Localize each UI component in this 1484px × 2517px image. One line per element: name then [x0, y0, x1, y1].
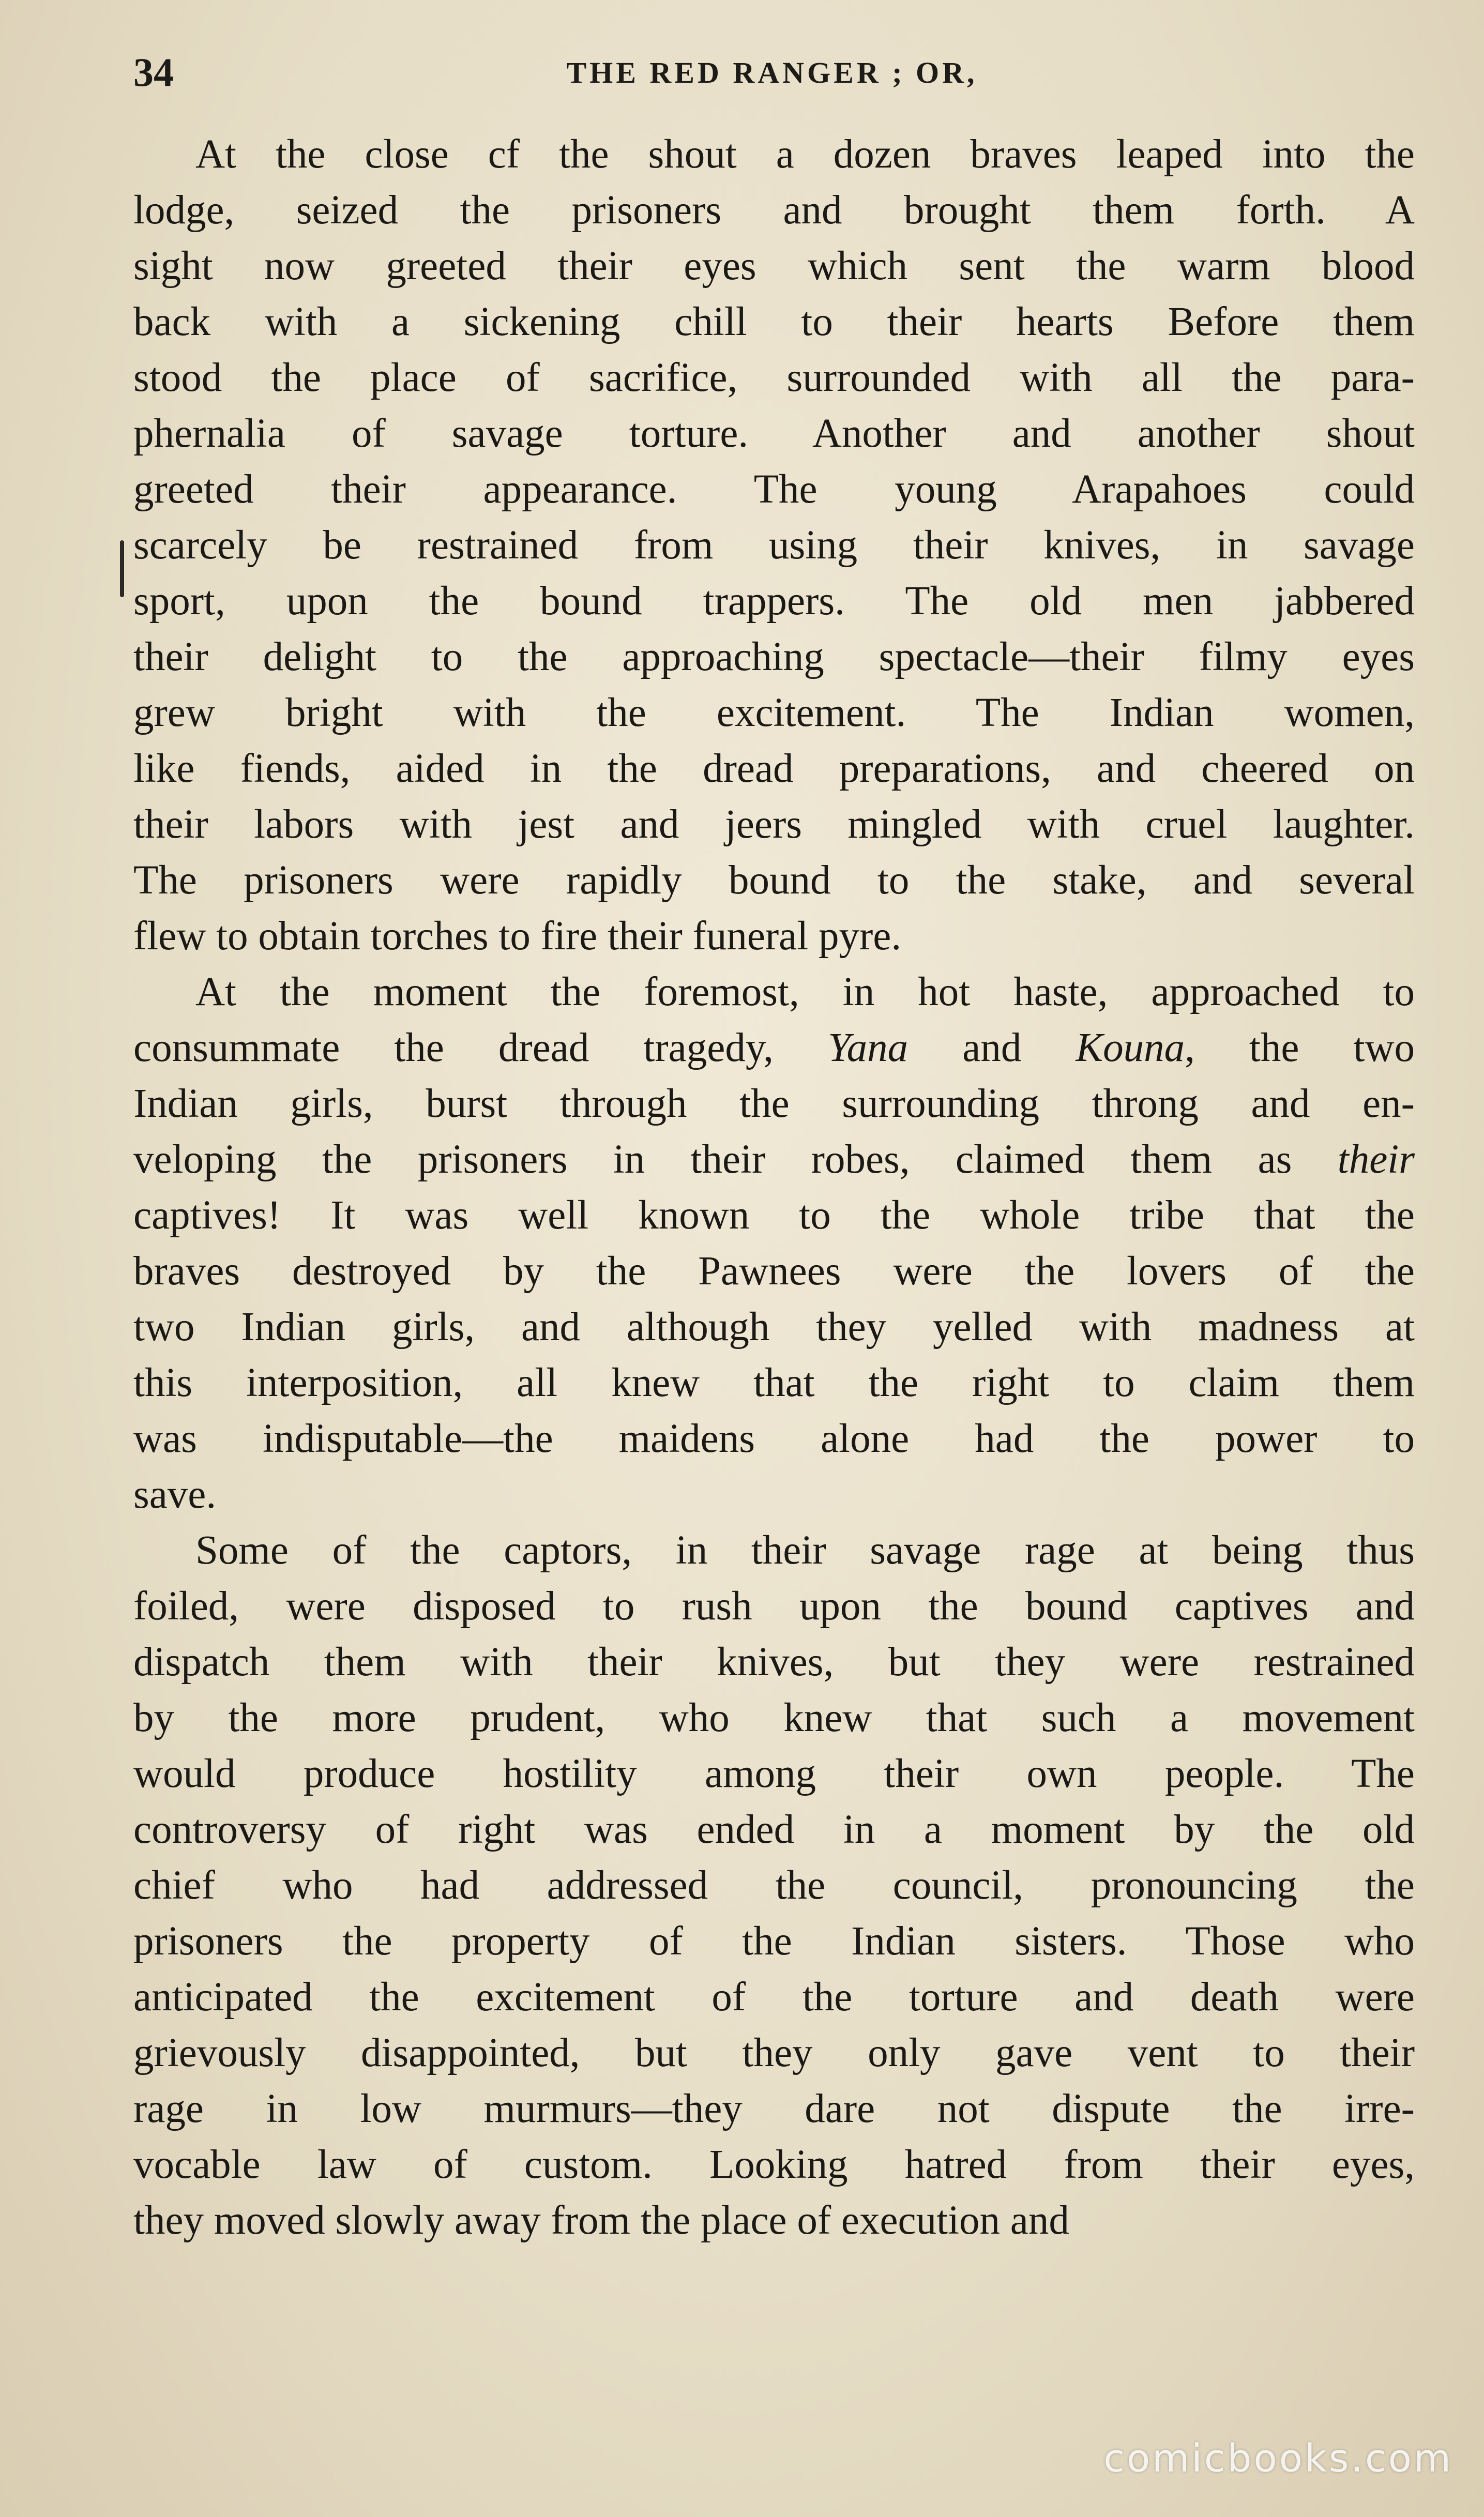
text-line: The prisoners were rapidly bound to the stake, and several	[133, 858, 1415, 903]
text-line: they moved slowly away from the place of execution and	[133, 2198, 1069, 2243]
text-line: save.	[133, 1472, 217, 1517]
paragraph	[133, 127, 1415, 964]
text-line: At the moment the foremost, in hot haste, approached to	[195, 969, 1415, 1014]
text-line: Some of the captors, in their savage rage at being thus	[195, 1528, 1415, 1573]
text-line: sport, upon the bound trappers. The old men jabbered	[133, 579, 1415, 624]
margin-mark	[120, 540, 124, 597]
text-line: stood the place of sacrifice, surrounded with all the para-	[133, 355, 1415, 400]
text-line: veloping the prisoners in their robes, claimed them as their	[133, 1137, 1415, 1182]
text-line: phernalia of savage torture. Another and another shout	[133, 411, 1415, 456]
text-line: foiled, were disposed to rush upon the bound captives and	[133, 1584, 1415, 1629]
text-line: their delight to the approaching spectacle—their filmy eyes	[133, 634, 1415, 679]
text-line: was indisputable—the maidens alone had the power to	[133, 1416, 1415, 1461]
text-line: vocable law of custom. Looking hatred from their eyes,	[133, 2142, 1415, 2187]
text-line: would produce hostility among their own people. The	[133, 1751, 1415, 1796]
text-line: At the close cf the shout a dozen braves leaped into the	[195, 132, 1415, 177]
watermark: comicbooks.com	[1103, 2436, 1453, 2481]
text-line: controversy of right was ended in a moment by the old	[133, 1807, 1415, 1852]
text-line: their labors with jest and jeers mingled with cruel laughter.	[133, 802, 1415, 847]
running-head: THE RED RANGER ; OR,	[566, 56, 978, 89]
body-text	[133, 127, 1415, 2249]
text-line: rage in low murmurs—they dare not dispute the irre-	[133, 2086, 1415, 2131]
text-line: consummate the dread tragedy, Yana and Kouna, the two	[133, 1025, 1415, 1070]
text-line: dispatch them with their knives, but they were restrained	[133, 1640, 1415, 1685]
paragraph	[133, 1523, 1415, 2249]
text-line: grievously disappointed, but they only gave vent to their	[133, 2030, 1415, 2075]
text-line: grew bright with the excitement. The Indian women,	[133, 690, 1415, 735]
text-line: this interposition, all knew that the right to claim them	[133, 1360, 1415, 1405]
text-line: lodge, seized the prisoners and brought them forth. A	[133, 188, 1415, 233]
text-line: prisoners the property of the Indian sisters. Those who	[133, 1919, 1415, 1964]
text-line: back with a sickening chill to their hearts Before them	[133, 299, 1415, 344]
text-line: Indian girls, burst through the surrounding throng and en-	[133, 1081, 1415, 1126]
text-line: flew to obtain torches to fire their funeral pyre.	[133, 914, 902, 959]
text-line: scarcely be restrained from using their knives, in savage	[133, 523, 1415, 568]
text-line: sight now greeted their eyes which sent the warm blood	[133, 244, 1415, 289]
paragraph	[133, 964, 1415, 1523]
text-line: braves destroyed by the Pawnees were the lovers of the	[133, 1249, 1415, 1294]
text-line: captives! It was well known to the whole tribe that the	[133, 1193, 1415, 1238]
page-number: 34	[133, 50, 174, 95]
text-line: like fiends, aided in the dread preparations, and cheered on	[133, 746, 1415, 791]
text-line: anticipated the excitement of the torture and death were	[133, 1975, 1415, 2020]
text-line: greeted their appearance. The young Arapahoes could	[133, 467, 1415, 512]
page-header	[133, 49, 1411, 96]
text-line: chief who had addressed the council, pronouncing the	[133, 1863, 1415, 1908]
text-line: by the more prudent, who knew that such a movement	[133, 1695, 1415, 1740]
text-line: two Indian girls, and although they yelled with madness at	[133, 1305, 1415, 1350]
